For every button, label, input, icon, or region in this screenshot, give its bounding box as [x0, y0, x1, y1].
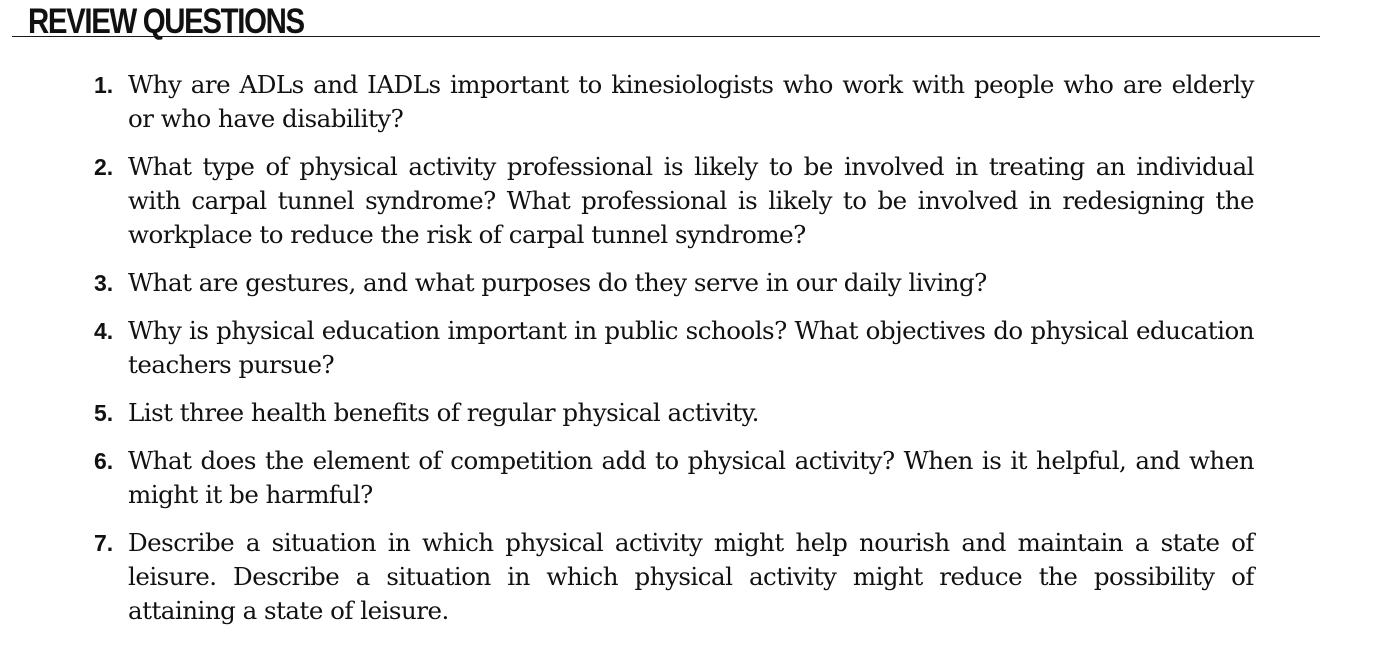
review-questions-list — [94, 68, 1254, 642]
question-number: 6. — [94, 448, 114, 474]
section-header — [12, 2, 1320, 42]
question-item — [94, 150, 1254, 252]
header-rule — [12, 36, 1320, 37]
question-text: Describe a situation in which physical activity might help nourish and maintain a state of leisure. Describe a situation in which physical activity might reduce the possibility of attaining a state of leisure. — [128, 528, 1254, 625]
section-title: REVIEW QUESTIONS — [28, 2, 304, 41]
question-number: 5. — [94, 400, 114, 426]
question-text: What are gestures, and what purposes do they serve in our daily living? — [128, 268, 987, 297]
question-item — [94, 396, 1254, 430]
question-text: What does the element of competition add to physical activity? When is it helpful, and when might it be harmful? — [128, 446, 1254, 509]
question-text: List three health benefits of regular physical activity. — [128, 398, 759, 427]
question-text: Why is physical education important in public schools? What objectives do physical education teachers pursue? — [128, 316, 1254, 379]
question-text: What type of physical activity professional is likely to be involved in treating an individual with carpal tunnel syndrome? What professional is likely to be involved in redesigning the workplace to reduce the risk of carpal tunnel syndrome? — [128, 152, 1254, 249]
question-item — [94, 68, 1254, 136]
question-number: 2. — [94, 154, 114, 180]
question-item — [94, 314, 1254, 382]
question-number: 7. — [94, 530, 114, 556]
question-text: Why are ADLs and IADLs important to kinesiologists who work with people who are elderly or who have disability? — [128, 70, 1254, 133]
question-item — [94, 444, 1254, 512]
question-number: 4. — [94, 318, 114, 344]
question-number: 3. — [94, 270, 114, 296]
question-item — [94, 526, 1254, 628]
question-item — [94, 266, 1254, 300]
question-number: 1. — [94, 72, 114, 98]
